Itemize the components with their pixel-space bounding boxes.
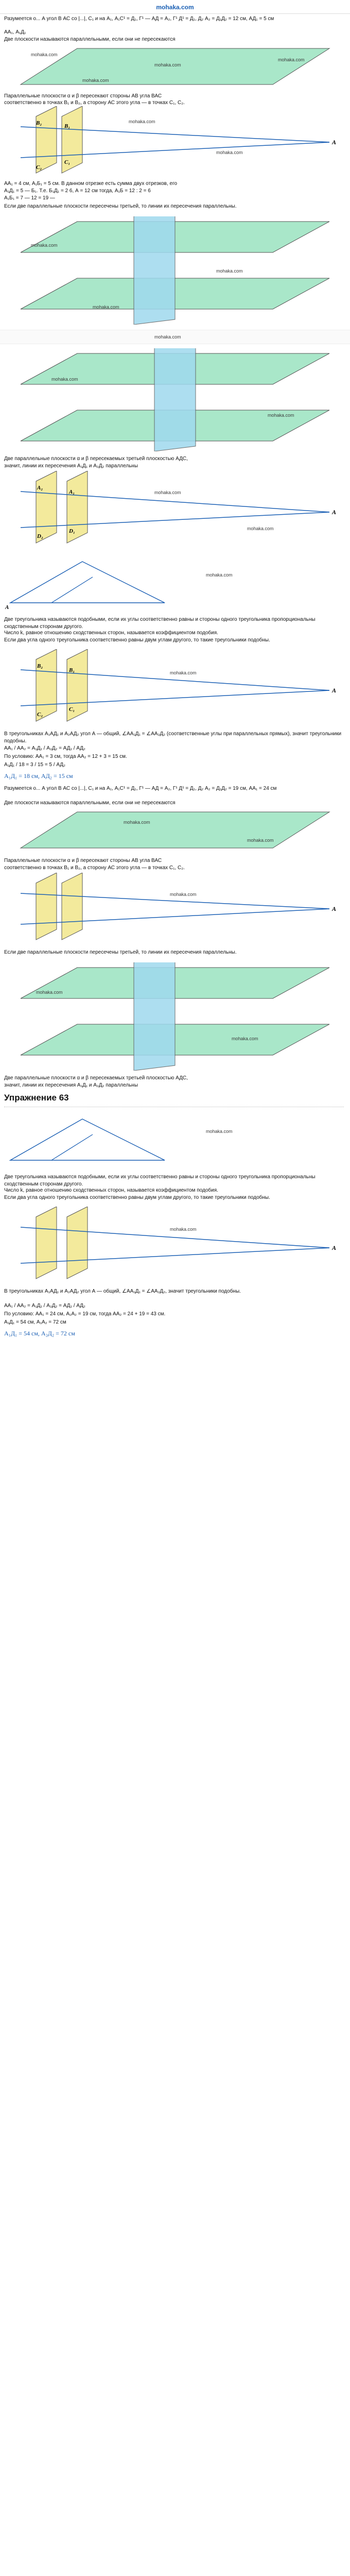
watermark: mohaka.com <box>216 268 243 274</box>
label-A: A <box>332 139 337 146</box>
figure-triangle-2 <box>0 1109 350 1171</box>
condition-text: По условию: АА₁ = 3 см, тогда АА₂ = 12 + 3 = 15 см. <box>4 754 127 759</box>
watermark: mohaka.com <box>82 78 109 83</box>
label-C2: C₂ <box>36 164 42 171</box>
ad-strip[interactable] <box>0 330 350 344</box>
definition-parallel-planes-2: Две плоскости называются параллельными, если они не пересекаются <box>4 800 176 806</box>
watermark: mohaka.com <box>206 572 233 578</box>
plane-cut-text: Две параллельные плоскости α и β пересекаемых третьей плоскостью АДС, <box>4 456 188 462</box>
site-title[interactable]: mohaka.com <box>156 4 194 11</box>
segment-text-2: А₁Д₁ = 5 — Б₁. Т.е. Б₁Д₁ = 2 6, А = 12 см тогда, А₁Б = 12 : 2 = 6 <box>4 188 151 194</box>
label-A1: A₁ <box>69 489 75 495</box>
figure-cut-plane-1 <box>0 216 350 325</box>
watermark: mohaka.com <box>247 526 274 531</box>
figure-triangle-1 <box>0 551 350 613</box>
plane-statement-3: Параллельные плоскости α и β пересекают стороны АВ угла ВАС <box>4 858 162 863</box>
watermark: mohaka.com <box>170 1227 197 1232</box>
formula: А₁Б₁ = 7 — 12 = 19 — <box>4 195 55 201</box>
similarity-criterion: Если два угла одного треугольника соответственно равны двум углам другого, то такие треугольники подобны. <box>4 637 270 643</box>
watermark: mohaka.com <box>31 52 58 57</box>
watermark: mohaka.com <box>129 119 155 124</box>
label-B2: B₂ <box>37 663 43 669</box>
watermark: mohaka.com <box>154 62 181 67</box>
definition-coefficient: Число k, равное отношению сходственных сторон, называется коэффициентом подобия. <box>4 630 218 636</box>
result-formula: А₁Д₁ = 54 см, А₁А₂ = 72 см <box>4 1319 66 1325</box>
figure-angle-planes-1 <box>0 106 350 178</box>
watermark: mohaka.com <box>36 990 63 995</box>
figure-parallel-planes-2 <box>0 807 350 853</box>
plane-statement: Параллельные плоскости α и β пересекают стороны АВ угла ВАС <box>4 93 162 99</box>
theorem-intersection-2: Если две параллельные плоскости пересечены третьей, то линии их пересечения параллельны. <box>4 950 237 955</box>
triangle-proof: В треугольниках А₁АД₁ и А₂АД₂ угол А — общий, ∠АА₁Д₁ = ∠АА₂Д₂ (соответственные углы при параллельных прямых), значит треугольники подобны. <box>4 731 342 744</box>
watermark: mohaka.com <box>93 304 119 310</box>
final-answer: А₁Д₁ = 54 см, А₂Д₂ = 72 см <box>4 1330 75 1337</box>
label-B1: B₁ <box>64 123 71 129</box>
plane-statement-2: соответственно в точках В₁ и В₂, а сторону АС этого угла — в точках С₁, С₂. <box>4 100 185 106</box>
problem-question: АА₁, А₁Д₁ <box>4 29 26 35</box>
definition-similar-2: Две треугольника называются подобными, если их углы соответственно равны и стороны одного треугольника пропорциональны сходственным сторонам другого. <box>4 1174 316 1187</box>
label-D2: D₂ <box>37 533 43 539</box>
definition-similar: Две треугольника называются подобными, если их углы соответственно равны и стороны одного треугольника пропорциональны сходственным сторонам другого. <box>4 617 316 630</box>
label-C1: C₁ <box>69 706 75 713</box>
figure-angle-planes-5 <box>0 1207 350 1284</box>
label-B1: B₁ <box>69 667 75 673</box>
watermark: mohaka.com <box>31 243 58 248</box>
answer-1: А₁Д₁ = 18 см, АД₂ = 15 см <box>4 772 73 779</box>
proportion-formula: АА₁ / АА₂ = А₁Д₁ / А₂Д₂ = АД₁ / АД₂ <box>4 745 85 751</box>
problem-text-2: Разумеется о... А угол В АС со |...|, С₁ и на А₁, А₁С¹ = Д₁, Г¹ — АД = А₂, Г¹ Д¹ = Д₁, Д₂ А₂ = Д₁Д₂ = 19 см, АА₁ = 24 см <box>4 786 277 791</box>
watermark: mohaka.com <box>154 334 181 340</box>
plane-cut-text-4: значит, линии их пересечения А₁Д₁ и А₂Д₂ параллельны <box>4 1082 138 1088</box>
watermark: mohaka.com <box>154 490 181 495</box>
plane-cut-text-2: значит, линии их пересечения А₁Д₁ и А₂Д₂ параллельны <box>4 463 138 469</box>
watermark: mohaka.com <box>206 1129 233 1134</box>
triangle-proof-2: В треугольниках А₁АД₁ и А₂АД₂ угол А — общий, ∠АА₁Д₁ = ∠АА₂Д₂, значит треугольники подобны. <box>4 1289 241 1294</box>
label-A: A <box>332 687 337 694</box>
label-C2: C₂ <box>37 711 43 718</box>
watermark: mohaka.com <box>170 892 197 897</box>
site-header <box>0 0 350 14</box>
definition-parallel-planes: Две плоскости называются параллельными, если они не пересекаются <box>4 37 176 42</box>
figure-angle-planes-2 <box>0 471 350 548</box>
watermark: mohaka.com <box>247 838 274 843</box>
problem-text: Разумеется о... А угол В АС со |...|, С₁ и на А₁, А₁С¹ = Д₁, Г¹ — АД = А₂, Г¹ Д¹ = Д₁, Д₂ А₂ = Д₁Д₂ = 12 см, АД₁ = 5 см <box>4 16 274 22</box>
figure-angle-planes-3 <box>0 649 350 726</box>
watermark: mohaka.com <box>216 150 243 155</box>
watermark: mohaka.com <box>51 377 78 382</box>
theorem-intersection: Если две параллельные плоскости пересечены третьей, то линии их пересечения параллельны. <box>4 204 237 209</box>
definition-coefficient-2: Число k, равное отношению сходственных сторон, называется коэффициентом подобия. <box>4 1188 218 1193</box>
watermark: mohaka.com <box>124 820 150 825</box>
watermark: mohaka.com <box>232 1036 258 1041</box>
label-A2: A₂ <box>37 485 43 491</box>
label-C1: C₁ <box>64 159 71 165</box>
label-A: A <box>5 604 9 611</box>
watermark: mohaka.com <box>268 413 294 418</box>
watermark: mohaka.com <box>278 57 305 62</box>
label-A: A <box>332 905 337 912</box>
plane-cut-text-3: Две параллельные плоскости α и β пересекаемых третьей плоскостью АДС, <box>4 1075 188 1081</box>
plane-statement-4: соответственно в точках В₁ и В₂, а сторону АС этого угла — в точках С₁, С₂. <box>4 865 185 871</box>
proportion-numbers: А₁Д₁ / 18 = 3 / 15 = 5 / АД₂ <box>4 762 66 768</box>
similarity-criterion-2: Если два угла одного треугольника соответственно равны двум углам другого, то такие треугольники подобны. <box>4 1195 270 1200</box>
watermark: mohaka.com <box>170 670 197 675</box>
figure-angle-planes-4 <box>0 873 350 945</box>
segment-text: АА₁ = 4 см, А₁Б₁ = 5 см. В данном отрезке есть сумма двух отрезков, его <box>4 181 178 187</box>
label-A: A <box>332 1244 337 1251</box>
figure-cut-plane-2 <box>0 348 350 451</box>
exercise-heading: Упражнение 63 <box>4 1093 69 1103</box>
label-A: A <box>332 509 337 516</box>
divider <box>4 1104 344 1107</box>
label-B2: B₂ <box>36 120 42 126</box>
figure-cut-plane-3 <box>0 962 350 1071</box>
condition-text-2: По условию: АА₁ = 24 см, А₁А₂ = 19 см, тогда АА₂ = 24 + 19 = 43 см. <box>4 1311 166 1317</box>
label-D1: D₁ <box>69 528 75 534</box>
proportion-formula-2: АА₁ / АА₂ = А₁Д₁ / А₂Д₂ = АД₁ / АД₂ <box>4 1303 85 1309</box>
